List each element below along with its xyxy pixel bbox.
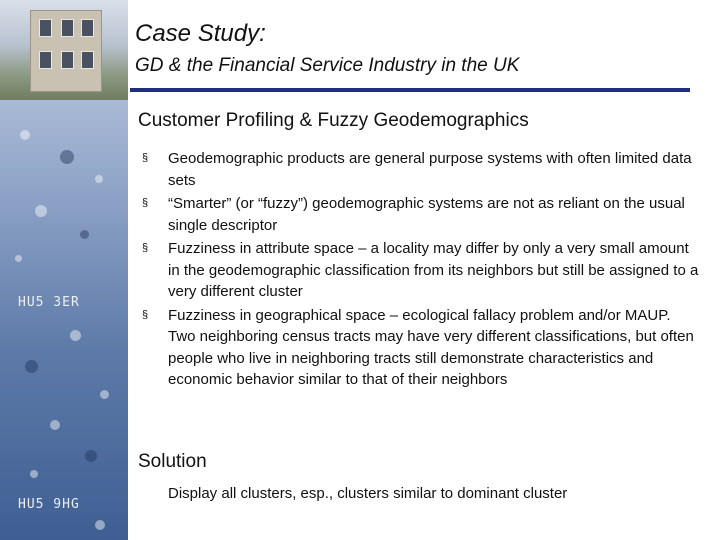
bullet-marker: §: [142, 197, 149, 209]
slide-title: Case Study:: [135, 20, 266, 47]
street-photo: [0, 0, 128, 100]
bullet-item: [140, 238, 700, 303]
solution-text: Display all clusters, esp., clusters similar to dominant cluster: [168, 485, 568, 502]
title-divider: [130, 88, 690, 92]
bullet-item: [140, 305, 700, 391]
bullet-marker: §: [142, 308, 149, 321]
bullet-text: Fuzziness in attribute space – a locality may differ by only a very small amount in the geodemographic classification from its neighbors but still be assigned to a very different cluster: [168, 240, 699, 300]
bullet-list: [140, 148, 700, 393]
postcode-label-2: HU5 9HG: [18, 497, 80, 512]
postcode-label-1: HU5 3ER: [18, 295, 80, 310]
house-image: [30, 10, 102, 92]
bullet-marker: §: [142, 242, 149, 254]
bullet-item: [140, 148, 700, 191]
bullet-marker: §: [142, 152, 149, 164]
solution-heading: Solution: [138, 451, 207, 472]
bullet-text: Geodemographic products are general purpose systems with often limited data sets: [168, 150, 692, 189]
left-decorative-strip: [0, 0, 128, 540]
bullet-text: Fuzziness in geographical space – ecological fallacy problem and/or MAUP. Two neighboring census tracts may have very different classifications, but often people who live in neighboring tracts still demonstrate characteristics and economic behavior similar to that of their neighbors: [168, 306, 694, 388]
section-heading: Customer Profiling & Fuzzy Geodemographics: [138, 110, 529, 131]
bullet-item: [140, 193, 700, 236]
bullet-text: “Smarter” (or “fuzzy”) geodemographic systems are not as reliant on the usual single descriptor: [168, 195, 685, 234]
slide-subtitle: GD & the Financial Service Industry in the UK: [135, 55, 520, 76]
